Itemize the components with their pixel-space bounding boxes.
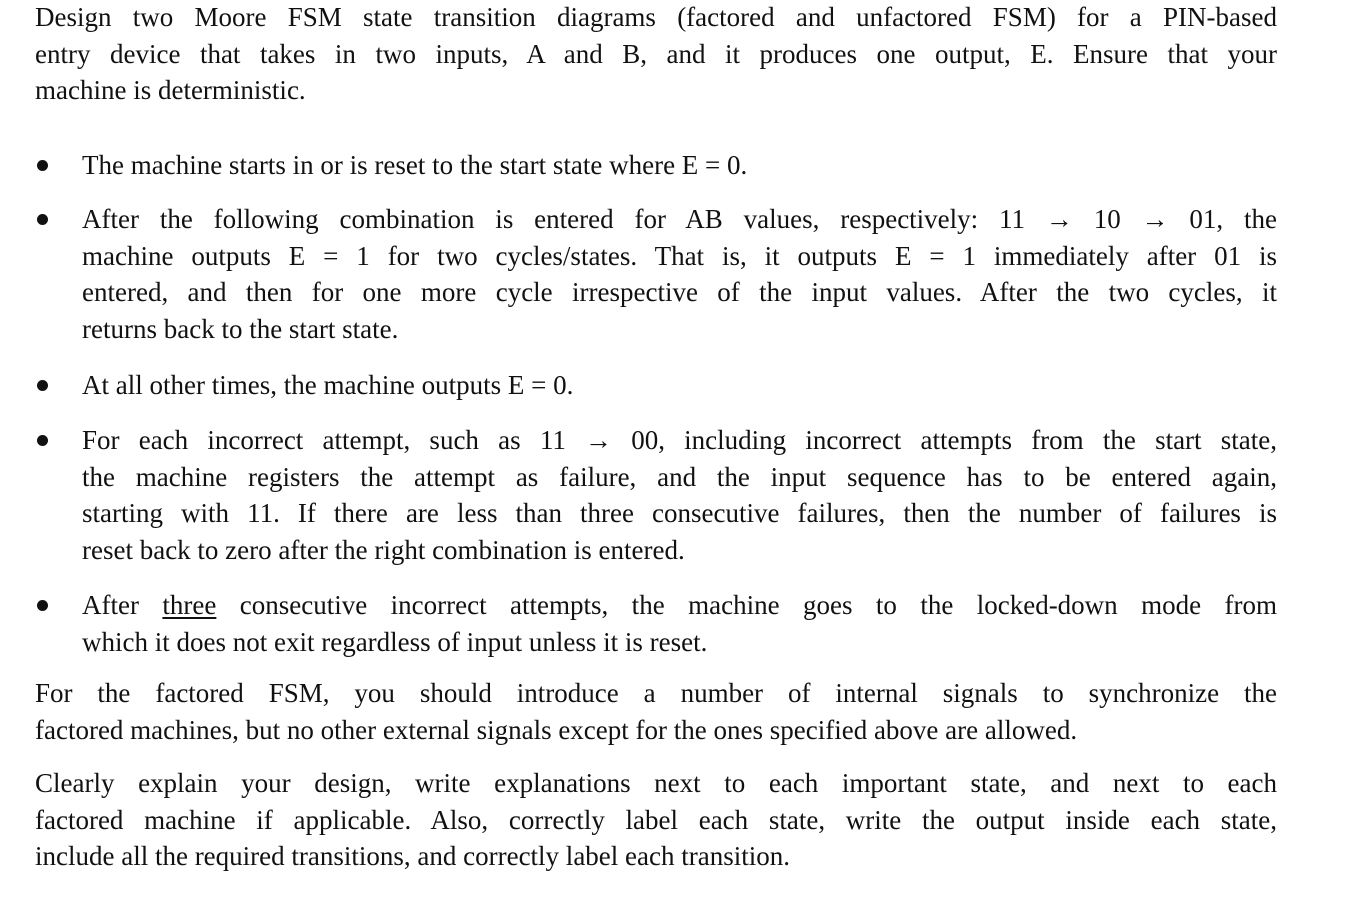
text-line: Design two Moore FSM state transition diagrams (factored and unfactored FSM) for a PIN-based bbox=[35, 2, 1277, 32]
underlined-word: three bbox=[162, 590, 217, 620]
text-line: the machine registers the attempt as failure, and the input sequence has to be entered again, bbox=[82, 461, 1277, 492]
text-line: machine outputs E = 1 for two cycles/states. That is, it outputs E = 1 immediately after 01 is bbox=[82, 240, 1277, 271]
bullet-incorrect-attempt bbox=[35, 422, 1277, 568]
text-line: machine is deterministic. bbox=[35, 75, 306, 106]
bullet-icon bbox=[37, 160, 48, 171]
text-line: For each incorrect attempt, such as 11 → 00, including incorrect attempts from the start state, bbox=[82, 425, 1277, 455]
text-line: factored machine if applicable. Also, correctly label each state, write the output inside each state, bbox=[35, 804, 1277, 835]
text-line: returns back to the start state. bbox=[82, 313, 399, 344]
text-line: After the following combination is entered for AB values, respectively: 11 → 10 → 01, the bbox=[82, 204, 1277, 234]
bullet-icon bbox=[37, 600, 48, 611]
text-line: reset back to zero after the right combination is entered. bbox=[82, 534, 685, 565]
text-line: The machine starts in or is reset to the start state where E = 0. bbox=[82, 150, 748, 180]
text-line: Clearly explain your design, write explanations next to each important state, and next to each bbox=[35, 768, 1277, 798]
factored-note-paragraph bbox=[35, 675, 1277, 748]
text-line: entry device that takes in two inputs, A and B, and it produces one output, E. Ensure that your bbox=[35, 38, 1277, 69]
text-line: factored machines, but no other external signals except for the ones specified above are allowed. bbox=[35, 714, 1078, 745]
bullet-other-times bbox=[35, 367, 1277, 404]
bullet-start-state bbox=[35, 147, 1277, 184]
text-line: starting with 11. If there are less than three consecutive failures, then the number of failures is bbox=[82, 498, 1277, 529]
bullet-icon bbox=[37, 380, 48, 391]
text-line: entered, and then for one more cycle irrespective of the input values. After the two cycles, it bbox=[82, 277, 1277, 308]
text-line: For the factored FSM, you should introduce a number of internal signals to synchronize the bbox=[35, 678, 1277, 708]
text-span: consecutive incorrect attempts, the machine goes to the locked-down mode from bbox=[216, 590, 1278, 620]
text-line: which it does not exit regardless of input unless it is reset. bbox=[82, 626, 708, 657]
intro-paragraph bbox=[35, 0, 1277, 109]
explain-note-paragraph bbox=[35, 765, 1277, 875]
bullet-combination bbox=[35, 201, 1277, 347]
bullet-lockdown bbox=[35, 587, 1277, 660]
bullet-icon bbox=[37, 214, 48, 225]
bullet-icon bbox=[37, 435, 48, 446]
text-line: At all other times, the machine outputs E = 0. bbox=[82, 370, 574, 400]
text-line bbox=[82, 587, 1277, 624]
text-line: include all the required transitions, and correctly label each transition. bbox=[35, 841, 790, 872]
text-span: After bbox=[82, 590, 163, 620]
